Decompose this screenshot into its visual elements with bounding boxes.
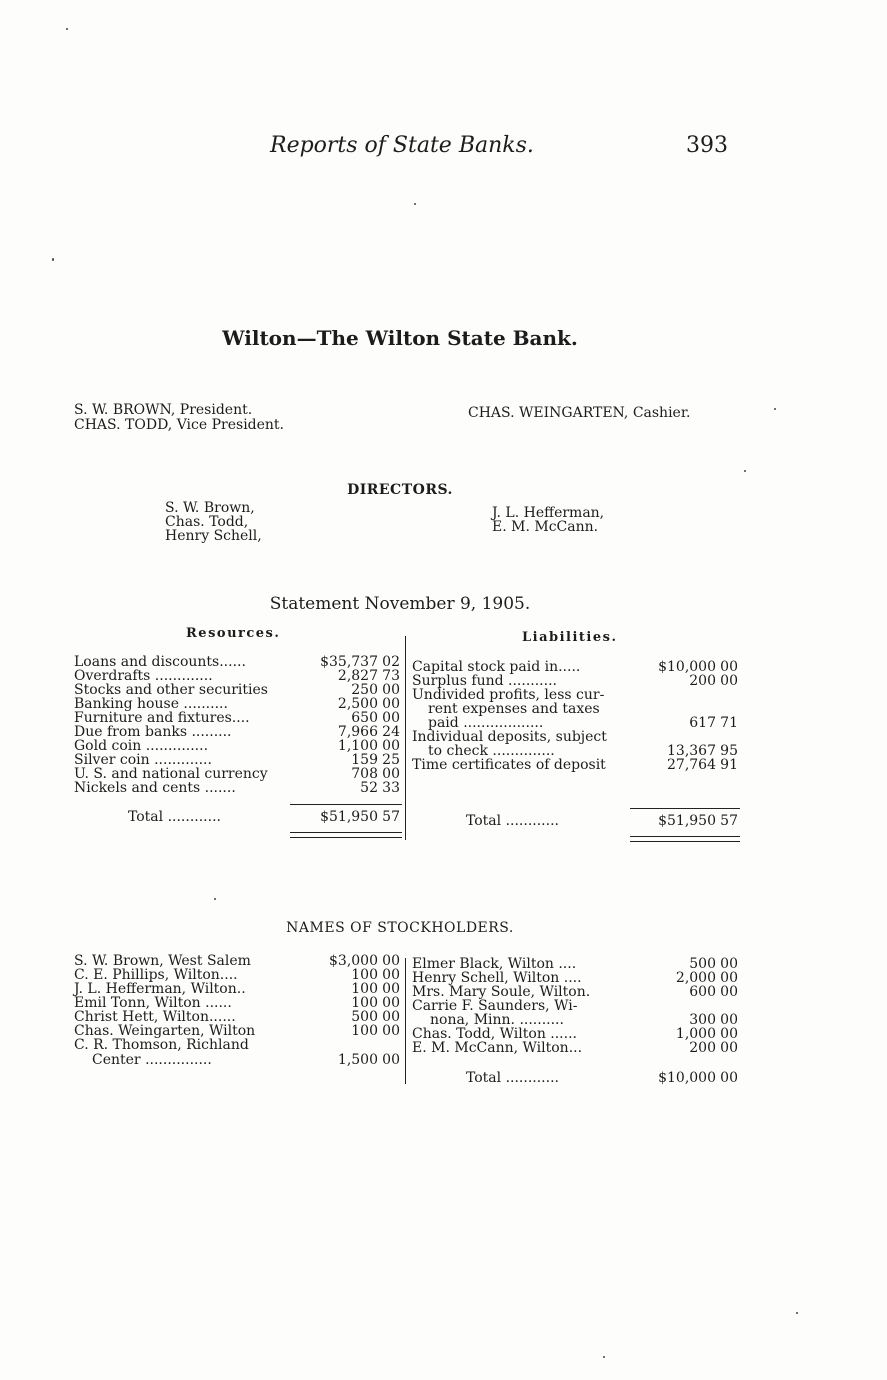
officer-cashier: CHAS. WEINGARTEN, Cashier.	[468, 405, 691, 421]
resource-label: Overdrafts .............	[74, 668, 213, 684]
director-name: J. L. Hefferman,	[492, 505, 605, 521]
resources-total-row	[74, 810, 402, 824]
resource-dollars: 2,500	[337, 696, 378, 712]
liability-label: to check ..............	[428, 743, 555, 759]
director-name: S. W. Brown,	[165, 500, 255, 516]
stockholders-column-divider	[405, 958, 406, 1084]
stockholder-name: C. E. Phillips, Wilton....	[74, 967, 238, 983]
liability-dollars: 617	[689, 715, 716, 731]
resource-row	[74, 739, 402, 753]
stockholder-name: Chas. Todd, Wilton ......	[412, 1026, 577, 1042]
liability-dollars: 27,764	[667, 757, 716, 773]
liability-row	[412, 688, 740, 702]
liability-cents: 71	[720, 715, 738, 731]
liabilities-total-row	[412, 814, 740, 828]
stockholder-row	[412, 1027, 740, 1041]
resource-dollars: 650	[351, 710, 378, 726]
resource-label: Gold coin ..............	[74, 738, 209, 754]
stockholder-name: Elmer Black, Wilton ....	[412, 956, 577, 972]
resource-label: Loans and discounts......	[74, 654, 246, 670]
directors-left	[165, 501, 262, 543]
stockholder-row	[74, 996, 402, 1010]
scan-speck	[214, 898, 216, 900]
liability-label: rent expenses and taxes	[428, 701, 600, 717]
resource-cents: 25	[382, 752, 400, 768]
stockholders-total-dollars: $10,000	[658, 1070, 716, 1086]
resource-dollars: 250	[351, 682, 378, 698]
resource-cents: 02	[382, 654, 400, 670]
stockholder-name: Emil Tonn, Wilton ......	[74, 995, 232, 1011]
resource-row	[74, 683, 402, 697]
stockholders-total-row	[412, 1071, 740, 1085]
stockholder-name: Center ...............	[92, 1052, 212, 1068]
liability-row	[412, 744, 740, 758]
liability-cents: 95	[720, 743, 738, 759]
liabilities-total-dollars: $51,950	[658, 813, 716, 829]
liability-dollars: 200	[689, 673, 716, 689]
resource-cents: 73	[382, 668, 400, 684]
officer-vice-president: CHAS. TODD, Vice President.	[74, 417, 285, 433]
stockholder-dollars: 500	[351, 1009, 378, 1025]
liabilities-heading: Liabilities.	[522, 630, 618, 645]
resource-label: Furniture and fixtures....	[74, 710, 250, 726]
stockholder-row	[74, 982, 402, 996]
liability-label: Surplus fund ...........	[412, 673, 557, 689]
stockholder-name: Henry Schell, Wilton ....	[412, 970, 582, 986]
stockholder-row	[74, 1024, 402, 1038]
resource-row	[74, 781, 402, 795]
resource-dollars: 52	[360, 780, 378, 796]
stockholder-name: Chas. Weingarten, Wilton	[74, 1023, 256, 1039]
stockholder-dollars: $3,000	[329, 953, 378, 969]
liability-row	[412, 660, 740, 674]
resource-dollars: $35,737	[320, 654, 378, 670]
stockholder-dollars: 100	[351, 995, 378, 1011]
resources-heading: Resources.	[186, 626, 281, 641]
resource-cents: 00	[382, 696, 400, 712]
stockholder-dollars: 100	[351, 967, 378, 983]
scan-speck	[52, 258, 54, 261]
stockholder-cents: 00	[720, 1026, 738, 1042]
running-title: Reports of State Banks.	[270, 133, 534, 158]
stockholder-row	[412, 1041, 740, 1055]
liabilities-total-label: Total ............	[466, 813, 559, 829]
resources-total-dollars: $51,950	[320, 809, 378, 825]
resource-row	[74, 767, 402, 781]
stockholder-cents: 00	[720, 956, 738, 972]
liability-row	[412, 674, 740, 688]
officer-president: S. W. BROWN, President.	[74, 402, 253, 418]
stockholder-cents: 00	[720, 1012, 738, 1028]
resources-total-double-rule	[290, 832, 402, 838]
stockholder-cents: 00	[382, 981, 400, 997]
resource-label: Due from banks .........	[74, 724, 232, 740]
stockholder-cents: 00	[382, 1009, 400, 1025]
resource-row	[74, 697, 402, 711]
liability-cents: 00	[720, 659, 738, 675]
resource-row	[74, 711, 402, 725]
liabilities-total-cents: 57	[720, 813, 738, 829]
stockholder-cents: 00	[382, 1052, 400, 1068]
stockholder-row	[412, 1013, 740, 1027]
resource-label: U. S. and national currency	[74, 766, 268, 782]
stockholder-row	[74, 954, 402, 968]
stockholder-row	[412, 999, 740, 1013]
director-name: E. M. McCann.	[492, 519, 599, 535]
resource-row	[74, 725, 402, 739]
stockholder-row	[412, 971, 740, 985]
liability-row	[412, 730, 740, 744]
stockholder-dollars: 100	[351, 981, 378, 997]
stockholder-row	[74, 1053, 402, 1067]
scan-speck	[603, 1356, 605, 1358]
stockholder-cents: 00	[382, 1023, 400, 1039]
stockholder-name: J. L. Hefferman, Wilton..	[74, 981, 246, 997]
liability-label: Time certificates of deposit	[412, 757, 606, 773]
stockholder-row	[412, 957, 740, 971]
liability-dollars: $10,000	[658, 659, 716, 675]
resource-label: Banking house ..........	[74, 696, 228, 712]
stockholders-total-label: Total ............	[466, 1070, 559, 1086]
stockholder-name: Mrs. Mary Soule, Wilton.	[412, 984, 591, 1000]
resource-dollars: 708	[351, 766, 378, 782]
liability-label: paid ..................	[428, 715, 544, 731]
resource-cents: 33	[382, 780, 400, 796]
stockholder-cents: 00	[720, 970, 738, 986]
resource-cents: 00	[382, 766, 400, 782]
stockholder-cents: 00	[382, 995, 400, 1011]
stockholder-row	[412, 985, 740, 999]
stockholder-dollars: 100	[351, 1023, 378, 1039]
stockholder-dollars: 1,000	[675, 1026, 716, 1042]
liabilities-total-double-rule	[630, 836, 740, 842]
stockholders-heading: NAMES OF STOCKHOLDERS.	[286, 920, 514, 936]
stockholder-dollars: 200	[689, 1040, 716, 1056]
resource-dollars: 2,827	[337, 668, 378, 684]
stockholder-cents: 00	[720, 1040, 738, 1056]
resources-total-label: Total ............	[128, 809, 221, 825]
directors-heading: DIRECTORS.	[347, 482, 453, 498]
statement-title: Statement November 9, 1905.	[269, 594, 531, 614]
director-name: Chas. Todd,	[165, 514, 249, 530]
liability-cents: 00	[720, 673, 738, 689]
liability-label: Individual deposits, subject	[412, 729, 607, 745]
resource-cents: 00	[382, 710, 400, 726]
liability-label: Capital stock paid in.....	[412, 659, 581, 675]
resources-total-cents: 57	[382, 809, 400, 825]
resources-total-rule	[290, 804, 402, 805]
stockholder-cents: 00	[382, 953, 400, 969]
resource-label: Nickels and cents .......	[74, 780, 236, 796]
resource-cents: 00	[382, 682, 400, 698]
liability-dollars: 13,367	[667, 743, 716, 759]
stockholder-dollars: 600	[689, 984, 716, 1000]
stockholder-name: S. W. Brown, West Salem	[74, 953, 251, 969]
stockholder-dollars: 2,000	[675, 970, 716, 986]
resource-cents: 00	[382, 738, 400, 754]
scan-speck	[66, 28, 68, 30]
stockholder-row	[74, 1038, 402, 1052]
liabilities-total-rule	[630, 808, 740, 809]
stockholders-total-cents: 00	[720, 1070, 738, 1086]
directors-right	[492, 506, 604, 534]
resource-row	[74, 753, 402, 767]
stockholder-dollars: 500	[689, 956, 716, 972]
scan-speck	[744, 470, 746, 472]
liability-label: Undivided profits, less cur-	[412, 687, 605, 703]
resource-row	[74, 669, 402, 683]
resource-dollars: 159	[351, 752, 378, 768]
stockholder-name: Carrie F. Saunders, Wi-	[412, 998, 578, 1014]
resource-row	[74, 655, 402, 669]
stockholder-row	[74, 968, 402, 982]
scan-speck	[796, 1312, 798, 1314]
liability-row	[412, 702, 740, 716]
scan-speck	[414, 203, 416, 205]
stockholder-row	[74, 1010, 402, 1024]
liability-row	[412, 758, 740, 772]
stockholder-cents: 00	[382, 967, 400, 983]
scan-speck	[774, 408, 776, 410]
liability-cents: 91	[720, 757, 738, 773]
stockholder-name: nona, Minn. ..........	[430, 1012, 564, 1028]
stockholder-name: Christ Hett, Wilton......	[74, 1009, 236, 1025]
stockholder-cents: 00	[720, 984, 738, 1000]
resource-dollars: 7,966	[337, 724, 378, 740]
stockholder-name: C. R. Thomson, Richland	[74, 1037, 249, 1053]
page-number: 393	[686, 133, 728, 158]
resource-dollars: 1,100	[337, 738, 378, 754]
resource-label: Silver coin .............	[74, 752, 212, 768]
stockholder-name: E. M. McCann, Wilton...	[412, 1040, 583, 1056]
stockholder-dollars: 300	[689, 1012, 716, 1028]
resource-label: Stocks and other securities	[74, 682, 268, 698]
liability-row	[412, 716, 740, 730]
director-name: Henry Schell,	[165, 528, 262, 544]
bank-title: Wilton—The Wilton State Bank.	[222, 326, 578, 350]
stockholder-dollars: 1,500	[337, 1052, 378, 1068]
resource-cents: 24	[382, 724, 400, 740]
statement-column-divider	[405, 636, 406, 840]
